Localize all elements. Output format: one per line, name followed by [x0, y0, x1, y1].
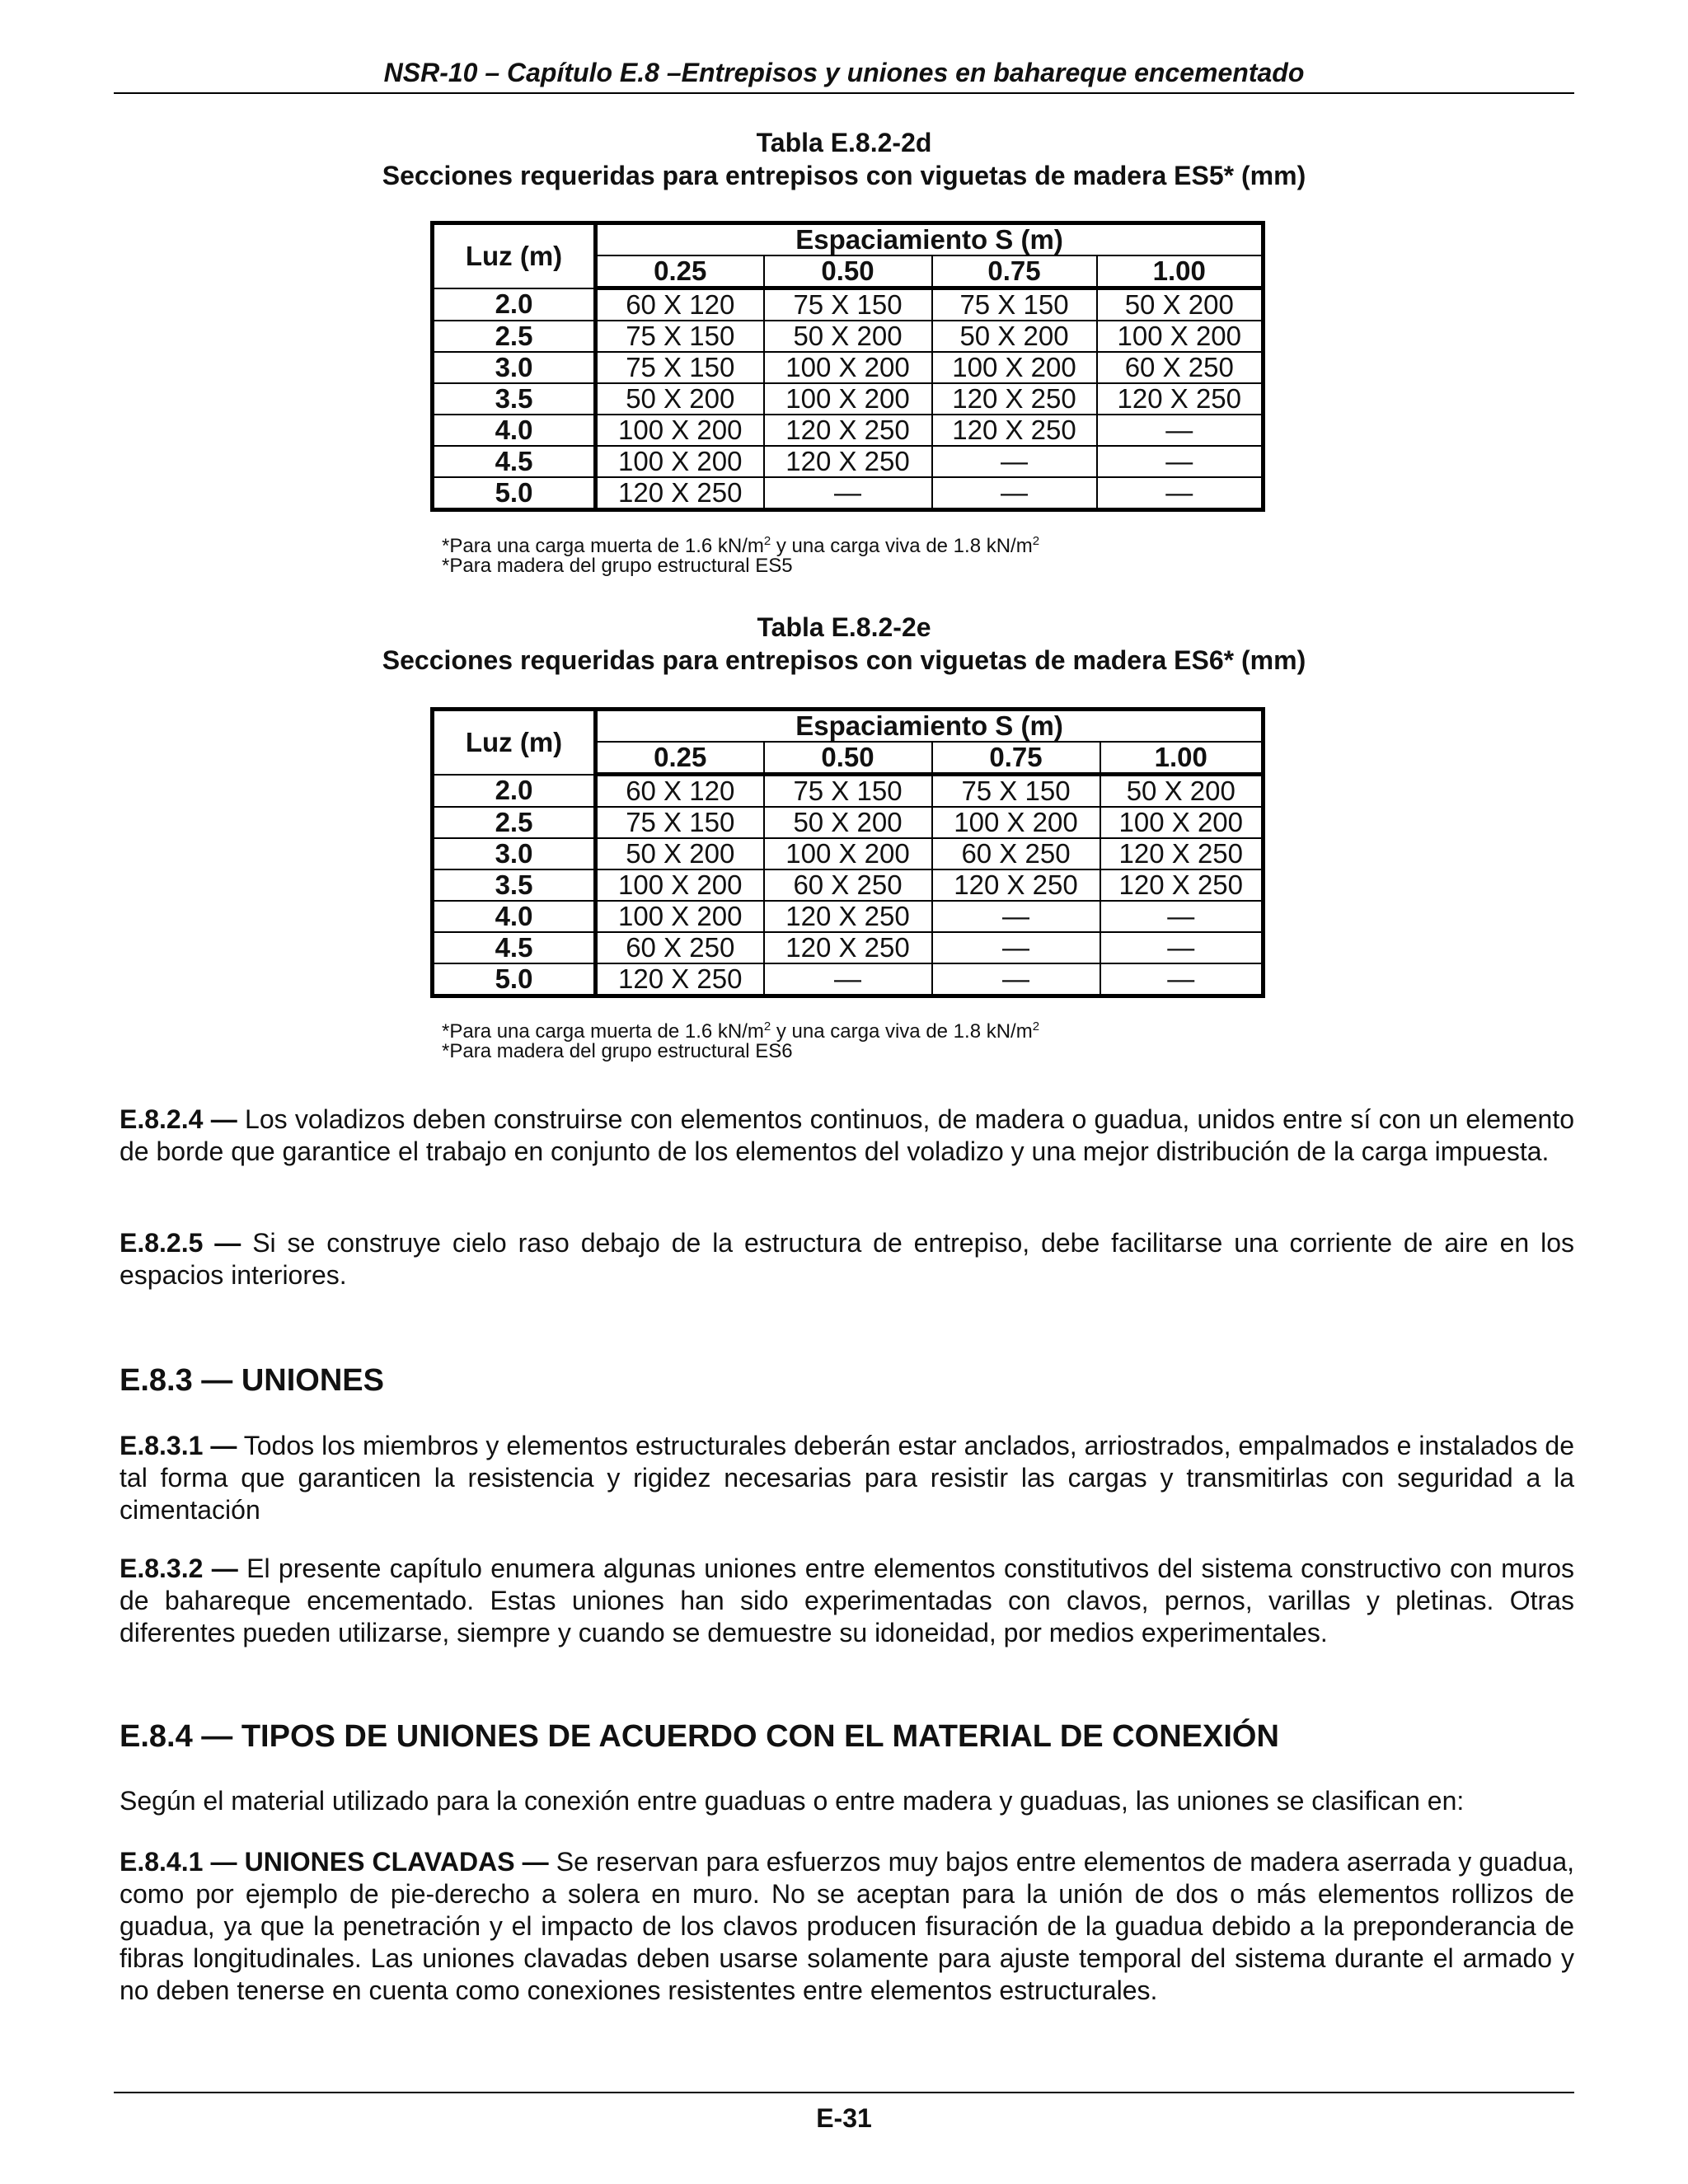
section-cell: 50 X 200	[596, 838, 764, 869]
spacing-col-header: 0.25	[596, 255, 764, 288]
spacing-col-header: 0.25	[596, 742, 764, 775]
table-row	[433, 383, 1264, 415]
section-cell: 75 X 150	[596, 352, 764, 383]
section-cell: —	[764, 477, 932, 510]
section-cell: 100 X 200	[764, 352, 932, 383]
table-caption-number: Tabla E.8.2-2d	[756, 128, 932, 157]
table-row	[433, 352, 1264, 383]
spacing-header: Espaciamiento S (m)	[596, 710, 1264, 743]
section-cell: —	[764, 963, 932, 996]
section-cell: 100 X 200	[596, 446, 764, 477]
section-cell: 50 X 200	[596, 383, 764, 415]
table-row	[433, 932, 1264, 963]
section-cell: 75 X 150	[764, 288, 932, 321]
table-caption-title: Secciones requeridas para entrepisos con viguetas de madera ES5* (mm)	[382, 161, 1306, 190]
section-cell: 100 X 200	[596, 901, 764, 932]
page-header: NSR-10 – Capítulo E.8 –Entrepisos y uniones en bahareque encementado	[383, 58, 1305, 87]
sections-table-es5	[430, 221, 1265, 512]
section-cell: 120 X 250	[596, 963, 764, 996]
table-note-group: *Para madera del grupo estructural ES5	[442, 555, 793, 577]
table-row	[433, 869, 1264, 901]
luz-cell: 4.5	[433, 446, 596, 477]
luz-cell: 5.0	[433, 477, 596, 510]
section-cell: 75 X 150	[596, 807, 764, 838]
section-cell: 100 X 200	[596, 869, 764, 901]
paragraph-e825: E.8.2.5 — Si se construye cielo raso debajo de la estructura de entrepiso, debe facilitarse una corriente de aire en los espacios interiores.	[120, 1228, 1575, 1290]
table-caption-title: Secciones requeridas para entrepisos con viguetas de madera ES6* (mm)	[382, 645, 1306, 675]
table-row	[433, 901, 1264, 932]
table-row	[433, 807, 1264, 838]
table-row	[433, 838, 1264, 869]
spacing-col-header: 0.75	[932, 742, 1100, 775]
section-cell: 60 X 250	[596, 932, 764, 963]
table-note-load: *Para una carga muerta de 1.6 $kN/m^2$ y una carga viva de 1.8 $kN/m^2$	[442, 1019, 1040, 1043]
section-cell: 75 X 150	[596, 321, 764, 352]
luz-cell: 2.0	[433, 288, 596, 321]
luz-cell: 3.5	[433, 869, 596, 901]
section-cell: 50 X 200	[1097, 288, 1264, 321]
luz-header: Luz (m)	[433, 223, 596, 288]
section-cell: 100 X 200	[1100, 807, 1264, 838]
section-cell: —	[932, 477, 1097, 510]
paragraph-e841: E.8.4.1 — UNIONES CLAVADAS — Se reservan para esfuerzos muy bajos entre elementos de madera aserrada y guadua, como por ejemplo de pie-derecho a solera en muro. No se aceptan para la unión de dos o más elementos rollizos de guadua, ya que la penetración y el impacto de los clavos producen fisuración de la guadua debido a la preponderancia de fibras longitudinales. Las uniones clavadas deben usarse solamente para ajuste temporal del sistema durante el armado y no deben tenerse en cuenta como conexiones resistentes entre elementos estructurales.	[120, 1847, 1575, 2005]
section-heading-e84: E.8.4 — TIPOS DE UNIONES DE ACUERDO CON EL MATERIAL DE CONEXIÓN	[120, 1719, 1279, 1754]
section-cell: 60 X 120	[596, 775, 764, 808]
section-cell: 100 X 200	[764, 838, 932, 869]
section-cell: 120 X 250	[1100, 869, 1264, 901]
section-cell: 120 X 250	[764, 415, 932, 446]
luz-cell: 4.0	[433, 901, 596, 932]
section-cell: —	[1100, 932, 1264, 963]
luz-header: Luz (m)	[433, 710, 596, 775]
luz-cell: 2.5	[433, 807, 596, 838]
section-cell: 50 X 200	[1100, 775, 1264, 808]
section-cell: 120 X 250	[932, 415, 1097, 446]
section-cell: 120 X 250	[932, 383, 1097, 415]
paragraph-e824: E.8.2.4 — Los voladizos deben construirse con elementos continuos, de madera o guadua, unidos entre sí con un elemento de borde que garantice el trabajo en conjunto de los elementos del voladizo y una mejor distribución de la carga impuesta.	[120, 1104, 1575, 1166]
page-number: E-31	[816, 2103, 872, 2133]
section-cell: 120 X 250	[764, 901, 932, 932]
luz-cell: 4.5	[433, 932, 596, 963]
sections-table-es6	[430, 707, 1265, 998]
header-rule	[114, 92, 1574, 94]
section-cell: 100 X 200	[1097, 321, 1264, 352]
section-cell: —	[1100, 901, 1264, 932]
section-cell: 60 X 250	[932, 838, 1100, 869]
table-row	[433, 775, 1264, 808]
table-row	[433, 477, 1264, 510]
table-caption-number: Tabla E.8.2-2e	[757, 612, 931, 642]
table-row	[433, 321, 1264, 352]
paragraph-e831: E.8.3.1 — Todos los miembros y elementos estructurales deberán estar anclados, arriostrados, empalmados e instalados de tal forma que garanticen la resistencia y rigidez necesarias para resistir las cargas y transmitirlas con seguridad a la cimentación	[120, 1431, 1575, 1525]
luz-cell: 3.0	[433, 352, 596, 383]
table-note-group: *Para madera del grupo estructural ES6	[442, 1040, 793, 1062]
section-cell: —	[932, 446, 1097, 477]
section-cell: —	[1097, 446, 1264, 477]
luz-cell: 4.0	[433, 415, 596, 446]
section-cell: —	[1097, 415, 1264, 446]
spacing-col-header: 0.50	[764, 742, 932, 775]
section-cell: 50 X 200	[764, 807, 932, 838]
section-cell: 75 X 150	[932, 775, 1100, 808]
section-cell: 50 X 200	[764, 321, 932, 352]
section-cell: 120 X 250	[764, 446, 932, 477]
section-cell: —	[932, 963, 1100, 996]
section-cell: 100 X 200	[932, 352, 1097, 383]
spacing-col-header: 0.50	[764, 255, 932, 288]
table-row	[433, 963, 1264, 996]
table-row	[433, 446, 1264, 477]
section-cell: 75 X 150	[764, 775, 932, 808]
section-cell: 120 X 250	[1097, 383, 1264, 415]
section-cell: —	[1100, 963, 1264, 996]
spacing-col-header: 1.00	[1097, 255, 1264, 288]
section-heading-e83: E.8.3 — UNIONES	[120, 1363, 384, 1398]
section-cell: 120 X 250	[596, 477, 764, 510]
section-cell: 75 X 150	[932, 288, 1097, 321]
luz-cell: 2.5	[433, 321, 596, 352]
section-cell: —	[1097, 477, 1264, 510]
luz-cell: 5.0	[433, 963, 596, 996]
paragraph-e84-intro: Según el material utilizado para la conexión entre guaduas o entre madera y guaduas, las uniones se clasifican en:	[120, 1786, 1465, 1816]
table-note-load: *Para una carga muerta de 1.6 $kN/m^2$ y una carga viva de 1.8 $kN/m^2$	[442, 534, 1040, 557]
spacing-header: Espaciamiento S (m)	[596, 223, 1264, 256]
section-cell: 120 X 250	[932, 869, 1100, 901]
section-cell: —	[932, 932, 1100, 963]
luz-cell: 3.0	[433, 838, 596, 869]
luz-cell: 3.5	[433, 383, 596, 415]
paragraph-e832: E.8.3.2 — El presente capítulo enumera algunas uniones entre elementos constitutivos del sistema constructivo con muros de bahareque encementado. Estas uniones han sido experimentadas con clavos, pernos, varillas y pletinas. Otras diferentes pueden utilizarse, siempre y cuando se demuestre su idoneidad, por medios experimentales.	[120, 1554, 1575, 1647]
section-cell: 50 X 200	[932, 321, 1097, 352]
table-row	[433, 288, 1264, 321]
section-cell: 100 X 200	[764, 383, 932, 415]
footer-rule	[114, 2092, 1574, 2093]
section-cell: —	[932, 901, 1100, 932]
section-cell: 100 X 200	[596, 415, 764, 446]
luz-cell: 2.0	[433, 775, 596, 808]
spacing-col-header: 1.00	[1100, 742, 1264, 775]
section-cell: 120 X 250	[764, 932, 932, 963]
section-cell: 60 X 250	[764, 869, 932, 901]
section-cell: 120 X 250	[1100, 838, 1264, 869]
section-cell: 60 X 250	[1097, 352, 1264, 383]
spacing-col-header: 0.75	[932, 255, 1097, 288]
table-row	[433, 415, 1264, 446]
section-cell: 100 X 200	[932, 807, 1100, 838]
section-cell: 60 X 120	[596, 288, 764, 321]
